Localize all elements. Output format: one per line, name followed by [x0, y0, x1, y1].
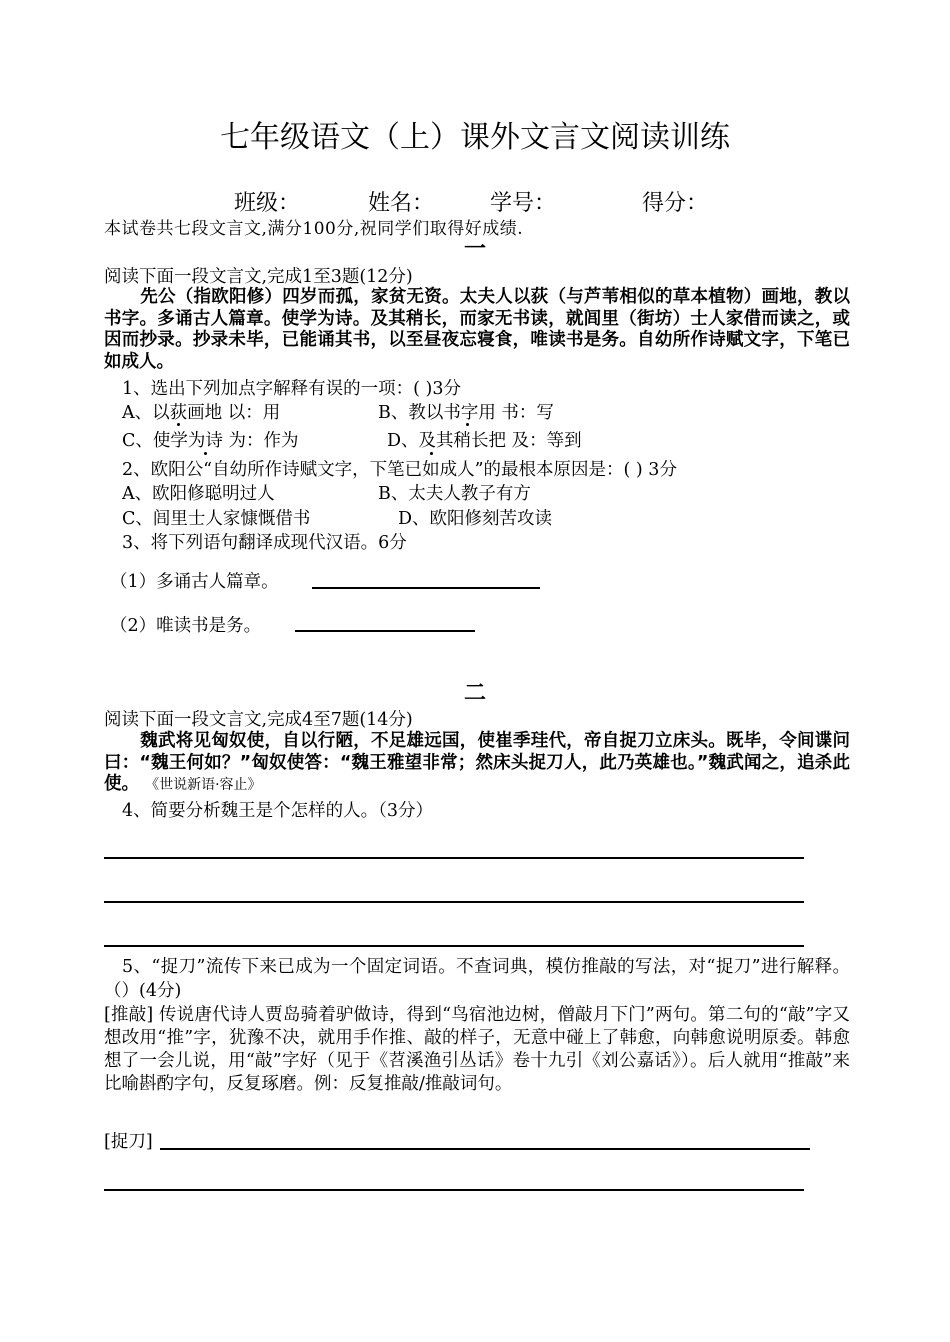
class-label: 班级： — [234, 191, 301, 216]
section-1-instruction: 阅读下面一段文言文,完成1至3题(12分) — [104, 267, 413, 287]
question-2-option-a: A、欧阳修聪明过人 — [122, 484, 275, 504]
zhuodao-label: [捉刀] — [104, 1132, 153, 1152]
answer-line-5-2[interactable] — [104, 1189, 804, 1191]
student-id-label: 学号： — [490, 191, 557, 216]
page-title: 七年级语文（上）课外文言文阅读训练 — [220, 120, 730, 155]
answer-line-3-1[interactable] — [312, 587, 540, 589]
question-3: 3、将下列语句翻译成现代汉语。6分 — [122, 533, 407, 553]
answer-line-4-3[interactable] — [104, 945, 804, 947]
question-2-option-c: C、闾里士人家慷慨借书 — [122, 509, 311, 529]
score-label: 得分： — [642, 191, 709, 216]
question-1-option-d: D、及其稍长把 及：等到 — [387, 431, 582, 451]
question-1-option-a: A、以荻画地 以：用 — [122, 403, 281, 423]
question-2-option-b: B、太夫人教子有方 — [378, 484, 531, 504]
answer-line-5-1[interactable] — [160, 1148, 810, 1150]
section-1-passage — [104, 287, 850, 373]
question-1: 1、选出下列加点字解释有误的一项：( )3分 — [122, 379, 461, 399]
section-1-number: 一 — [463, 237, 486, 262]
question-5 — [104, 955, 850, 1003]
question-3-item-1: （1）多诵古人篇章。 — [110, 572, 279, 592]
section-2-passage — [104, 731, 850, 797]
tuiqiao-example: [推敲] 传说唐代诗人贾岛骑着驴做诗，得到“鸟宿池边树，僧敲月下门”两句。第二句的“敲”字又想改用“推”字，犹豫不决，就用手作推、敲的样子，无意中碰上了韩愈，向韩愈说明原委。韩愈想了一会儿说，用“敲”字好（见于《苕溪渔引丛话》卷十九引《刘公嘉话》）。后人就用“推敲”来比喻斟酌字句，反复琢磨。例：反复推敲/推敲词句。 — [104, 1005, 850, 1094]
question-5-text: 5、“捉刀”流传下来已成为一个固定词语。不查词典，模仿推敲的写法，对“捉刀”进行解释。（）(4分) — [104, 957, 850, 1001]
question-3-item-2: （2）唯读书是务。 — [110, 616, 262, 636]
section-2-passage-text: 魏武将见匈奴使，自以行陋，不足雄远国，使崔季珪代，帝自捉刀立床头。既毕，令间谍问曰：“魏王何如？”匈奴使答：“魏王雅望非常；然床头捉刀人，此乃英雄也。”魏武闻之，追杀此使。 — [104, 731, 850, 794]
answer-line-4-2[interactable] — [104, 901, 804, 903]
exam-intro: 本试卷共七段文言文,满分100分,祝同学们取得好成绩. — [104, 219, 524, 239]
question-2-option-d: D、欧阳修刻苦攻读 — [398, 509, 553, 529]
section-2-instruction: 阅读下面一段文言文,完成4至7题(14分) — [104, 710, 413, 730]
question-1-option-c: C、使学为诗 为：作为 — [122, 431, 299, 451]
emphasis-dot — [430, 452, 433, 455]
question-1-option-b: B、教以书字用 书：写 — [378, 403, 554, 423]
section-2-number: 二 — [463, 681, 486, 706]
section-1-passage-text: 先公（指欧阳修）四岁而孤，家贫无资。太夫人以荻（与芦苇相似的草本植物）画地，教以书字。多诵古人篇章。使学为诗。及其稍长，而家无书读，就闾里（街坊）士人家借而读之，或因而抄录。抄录未毕，已能诵其书，以至昼夜忘寝食，唯读书是务。自幼所作诗赋文字，下笔已如成人。 — [104, 287, 850, 372]
question-4: 4、简要分析魏王是个怎样的人。（3分） — [122, 801, 434, 821]
answer-line-3-2[interactable] — [295, 630, 475, 632]
name-label: 姓名： — [368, 191, 435, 216]
question-2: 2、欧阳公“自幼所作诗赋文字，下笔已如成人”的最根本原因是：( ) 3分 — [122, 460, 677, 480]
passage-source: 《世说新语·容止》 — [145, 777, 262, 793]
emphasis-dot — [466, 423, 469, 426]
emphasis-dot — [177, 423, 180, 426]
emphasis-dot — [204, 452, 207, 455]
answer-line-4-1[interactable] — [104, 857, 804, 859]
